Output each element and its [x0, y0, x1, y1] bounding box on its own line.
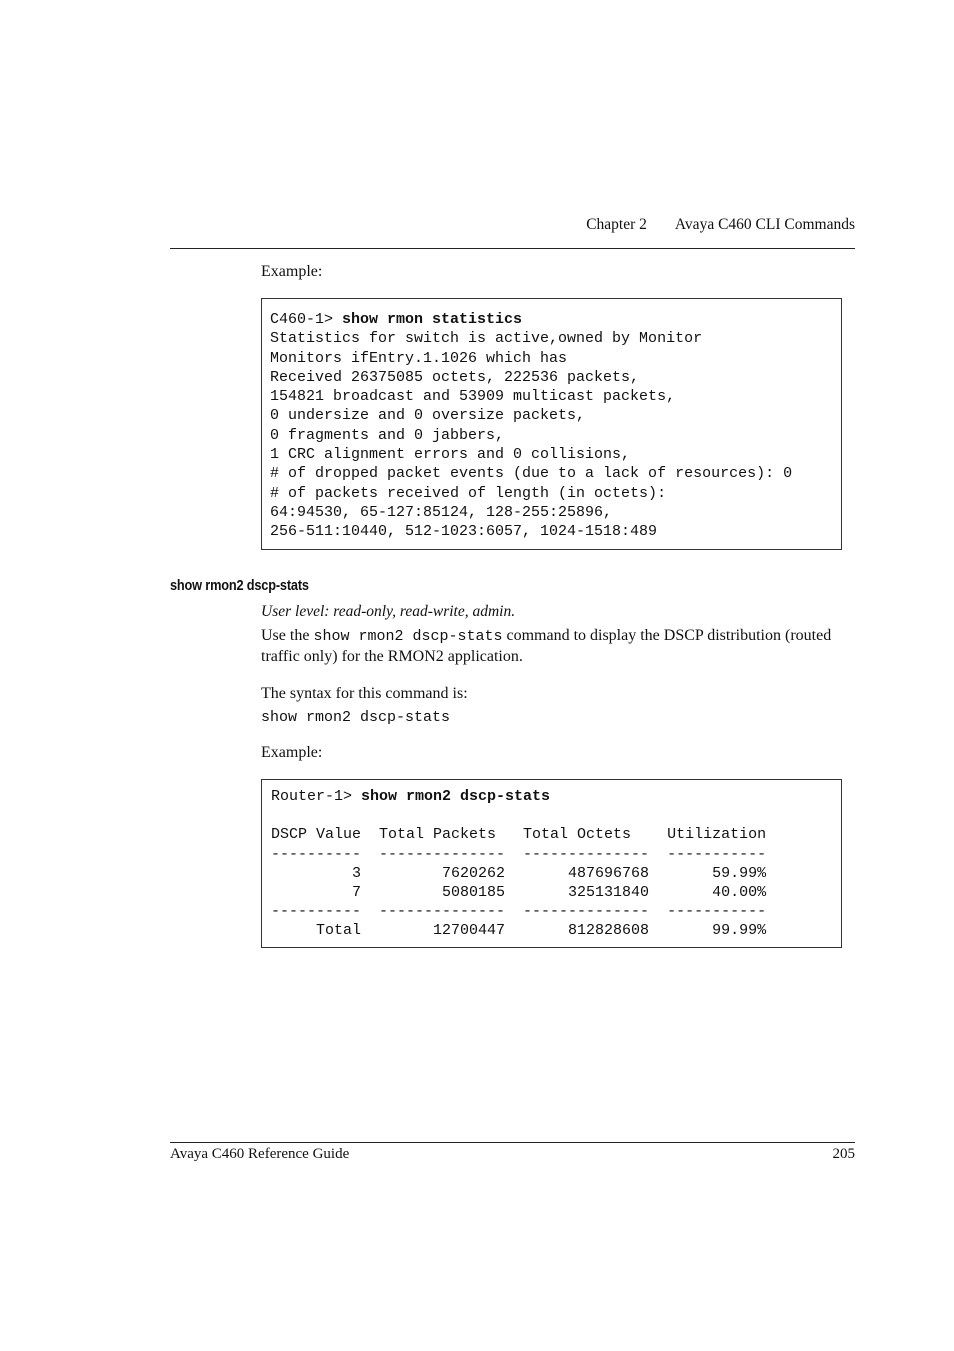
code-block-dscp-stats — [261, 779, 842, 948]
code-command-line — [271, 787, 841, 806]
syntax-label: The syntax for this command is: — [261, 685, 468, 702]
code-command: show rmon2 dscp-stats — [361, 788, 551, 805]
table-header-row: DSCP Value Total Packets Total Octets Utilization — [271, 826, 767, 844]
code-command-line — [270, 310, 841, 329]
code-output-line: 0 fragments and 0 jabbers, — [270, 426, 505, 444]
code-output-line: 64:94530, 65-127:85124, 128-255:25896, — [270, 503, 613, 521]
code-command: show rmon statistics — [342, 311, 523, 328]
header-text — [586, 216, 855, 234]
code-output-line — [271, 806, 841, 825]
header-chapter: Chapter 2 — [586, 216, 647, 233]
page-footer — [170, 1142, 855, 1167]
desc-inline-code: show rmon2 dscp-stats — [313, 628, 503, 645]
page-header — [170, 216, 855, 249]
code-prompt: Router-1> — [271, 788, 362, 805]
table-row: 7 5080185 325131840 40.00% — [271, 883, 767, 901]
example-label-1: Example: — [261, 263, 323, 280]
example-label-2: Example: — [261, 744, 323, 761]
header-title: Avaya C460 CLI Commands — [674, 216, 855, 233]
code-output-line: 0 undersize and 0 oversize packets, — [270, 407, 586, 425]
footer-guide-title: Avaya C460 Reference Guide — [170, 1146, 350, 1162]
syntax-code: show rmon2 dscp-stats — [261, 709, 451, 726]
user-level: User level: read-only, read-write, admin. — [261, 603, 516, 620]
page-number: 205 — [832, 1146, 855, 1162]
code-output-line: # of dropped packet events (due to a lack of resources): 0 — [270, 465, 793, 483]
section-heading: show rmon2 dscp-stats — [170, 578, 309, 594]
table-separator: ---------- -------------- -------------- ----------- — [271, 903, 767, 921]
code-output-line: 256-511:10440, 512-1023:6057, 1024-1518:489 — [270, 523, 658, 541]
table-row: 3 7620262 487696768 59.99% — [271, 864, 767, 882]
desc-suffix: command to display the DSCP distribution (routed traffic only) for the RMON2 application. — [261, 627, 832, 665]
code-output-line: # of packets received of length (in octets): — [270, 484, 667, 502]
code-output-line: Statistics for switch is active,owned by Monitor — [270, 330, 703, 348]
code-output-line: 1 CRC alignment errors and 0 collisions, — [270, 446, 631, 464]
code-block-rmon-statistics — [261, 298, 842, 550]
command-description — [261, 626, 846, 666]
code-output-line: Monitors ifEntry.1.1026 which has — [270, 349, 568, 367]
table-total-row: Total 12700447 812828608 99.99% — [271, 922, 767, 940]
desc-prefix: Use the — [261, 627, 310, 644]
table-separator: ---------- -------------- -------------- ----------- — [271, 845, 767, 863]
code-output-line: Received 26375085 octets, 222536 packets, — [270, 368, 640, 386]
code-output-line: 154821 broadcast and 53909 multicast packets, — [270, 388, 676, 406]
code-prompt: C460-1> — [270, 311, 343, 328]
